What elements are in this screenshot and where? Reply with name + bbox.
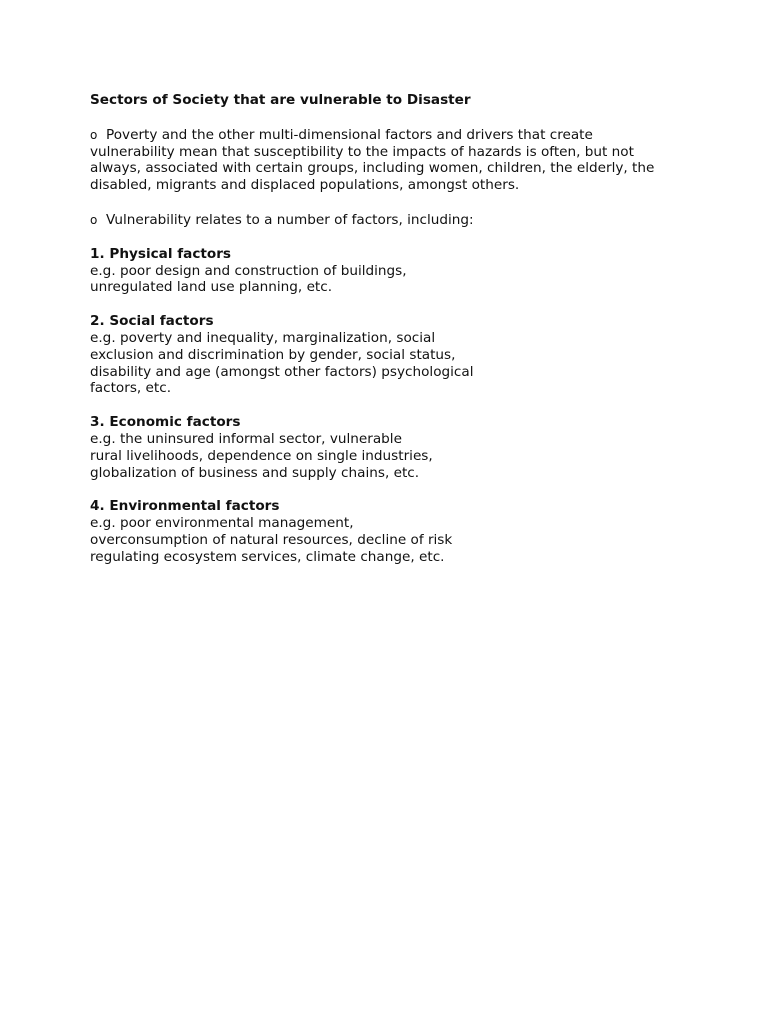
bullet-text: Poverty and the other multi-dimensional factors and drivers that create vulnerability mean that susceptibility to the impacts of hazards is often, but not always, associated with certain groups, including women, children, the elderly, the disabled, migrants and displaced populations, amongst others. bbox=[90, 126, 655, 194]
document-title: Sectors of Society that are vulnerable to Disaster bbox=[90, 92, 471, 108]
bullet-item bbox=[90, 212, 690, 229]
factor-body: e.g. poor design and construction of buildings, unregulated land use planning, etc. bbox=[90, 262, 407, 296]
factor-section bbox=[90, 414, 690, 481]
factor-heading: 3. Economic factors bbox=[90, 414, 241, 431]
factor-section bbox=[90, 498, 690, 565]
factor-body: e.g. poverty and inequality, marginalization, social exclusion and discrimination by gender, social status, disability and age (amongst other factors) psychological factors, etc. bbox=[90, 329, 474, 397]
factor-body: e.g. poor environmental management, overconsumption of natural resources, decline of risk regulating ecosystem services, climate change, etc. bbox=[90, 515, 453, 565]
document-page bbox=[90, 92, 690, 566]
spacer bbox=[90, 296, 690, 313]
bullet-item bbox=[90, 127, 690, 194]
spacer bbox=[90, 194, 690, 212]
spacer bbox=[90, 229, 690, 246]
factor-heading: 4. Environmental factors bbox=[90, 498, 280, 515]
spacer bbox=[90, 481, 690, 498]
spacer bbox=[90, 397, 690, 414]
factor-section bbox=[90, 313, 690, 397]
factor-section bbox=[90, 246, 690, 296]
bullet-marker: o bbox=[90, 127, 98, 142]
bullet-text: Vulnerability relates to a number of factors, including: bbox=[106, 211, 474, 228]
bullet-marker: o bbox=[90, 212, 98, 227]
factor-body: e.g. the uninsured informal sector, vulnerable rural livelihoods, dependence on single industries, globalization of business and supply chains, etc. bbox=[90, 430, 433, 481]
factor-heading: 2. Social factors bbox=[90, 313, 214, 330]
factor-heading: 1. Physical factors bbox=[90, 245, 232, 262]
